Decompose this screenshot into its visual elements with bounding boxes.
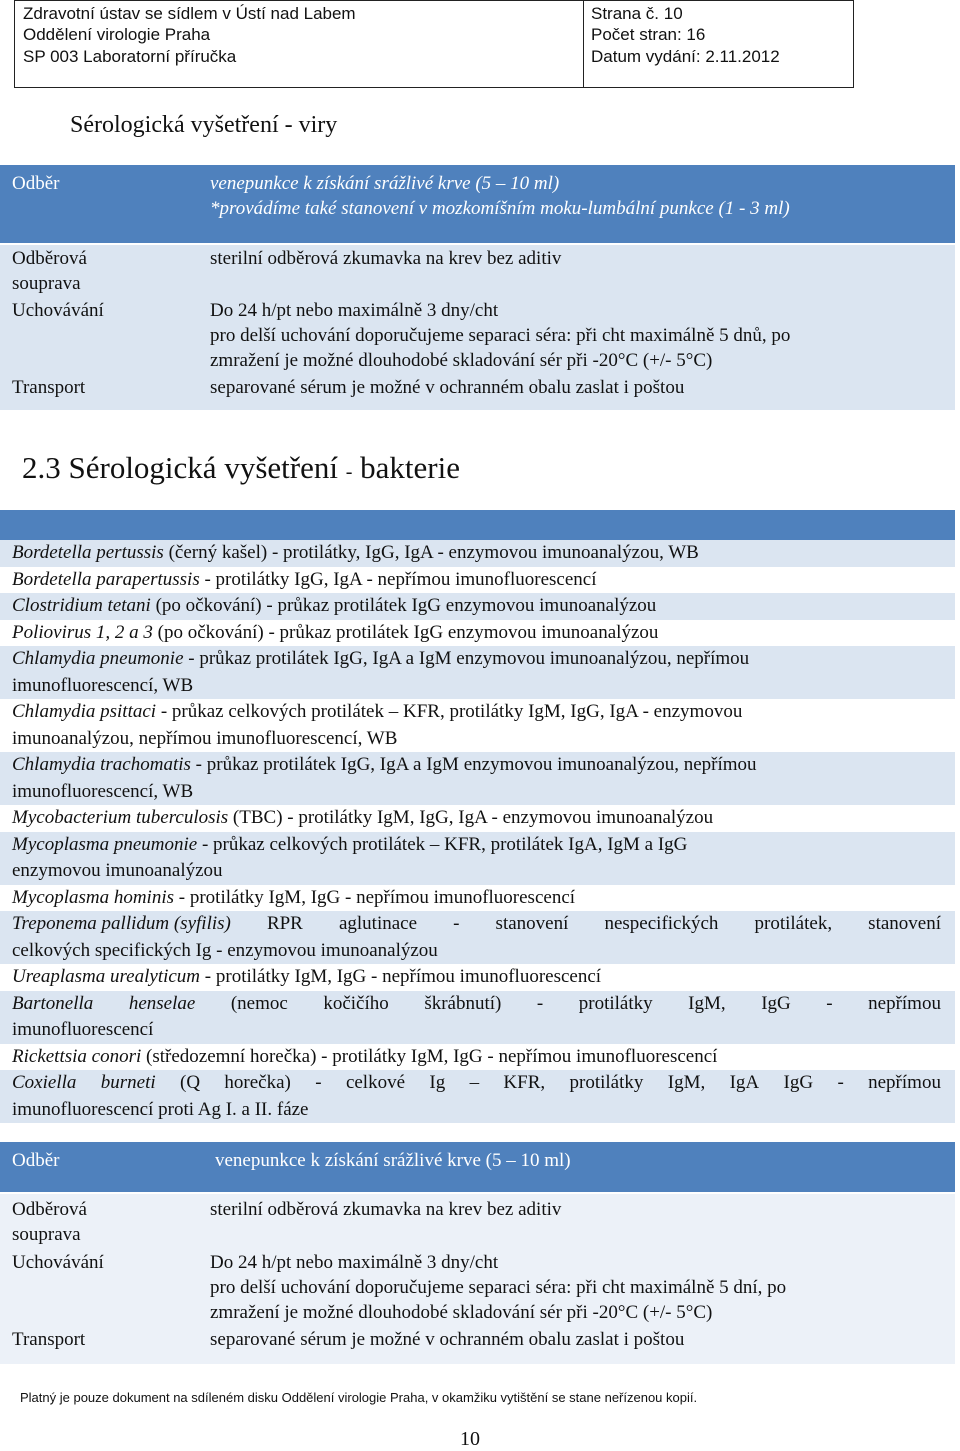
- rows-odber-details: [0, 1194, 955, 1364]
- header-institute: Zdravotní ústav se sídlem v Ústí nad Labem: [23, 4, 356, 23]
- word: Ig: [429, 1072, 446, 1093]
- list-item: [0, 911, 955, 938]
- list-item: [0, 964, 955, 991]
- item-text: - protilátky IgG, IgA - nepřímou imunofluorescencí: [199, 568, 597, 590]
- item-text: (černý kašel) - protilátky, IgG, IgA - enzymovou imunoanalýzou, WB: [163, 542, 699, 563]
- document-header: [14, 0, 854, 88]
- value-uchovavani-line2: pro delší uchování doporučujeme separaci séra: při cht maximálně 5 dnů, po: [210, 325, 791, 346]
- word: nepřímou: [868, 992, 941, 1014]
- list-item: [0, 1044, 955, 1071]
- list-item: [0, 567, 955, 594]
- list-item-continuation: enzymovou imunoanalýzou: [0, 858, 955, 885]
- word: protilátky: [578, 992, 653, 1014]
- word: horečka): [224, 1072, 291, 1093]
- section-viry-title: Sérologická vyšetření - viry: [70, 112, 338, 138]
- header-document: SP 003 Laboratorní příručka: [23, 47, 237, 66]
- label-transport: Transport: [12, 377, 86, 398]
- label-souprava-1: Odběrová: [12, 248, 87, 269]
- organism-name: Bordetella pertussis: [12, 542, 164, 563]
- organism-name: henselae: [128, 992, 196, 1014]
- label-uchovavani: Uchovávání: [12, 1252, 104, 1273]
- word: protilátky: [569, 1072, 644, 1093]
- organism-name: Clostridium tetani: [12, 595, 151, 616]
- value-uchovavani-line3: zmražení je možné dlouhodobé skladování sér při -20°C (+/- 5°C): [210, 1302, 713, 1323]
- list-item: [0, 752, 955, 779]
- word: -: [826, 992, 833, 1014]
- item-text: (TBC) - protilátky IgM, IgG, IgA - enzymovou imunoanalýzou: [228, 807, 714, 828]
- word: -: [536, 992, 544, 1014]
- label-uchovavani: Uchovávání: [12, 300, 104, 321]
- value-uchovavani-line3: zmražení je možné dlouhodobé skladování sér při -20°C (+/- 5°C): [210, 350, 713, 371]
- header-page: Strana č. 10: [591, 4, 683, 23]
- word: -: [837, 1072, 844, 1093]
- organism-name: Mycoplasma hominis: [12, 886, 175, 908]
- word: –: [469, 1072, 480, 1093]
- word: aglutinace: [338, 913, 418, 934]
- section-bakterie-title-dash: -: [345, 461, 353, 483]
- label-souprava-2: souprava: [12, 273, 81, 294]
- value-odber-line1: venepunkce k získání srážlivé krve (5 – 10 ml): [210, 173, 560, 194]
- section-bakterie-title-main: 2.3 Sérologická vyšetření: [22, 450, 338, 485]
- word: kočičího: [323, 992, 389, 1014]
- value-odber-line2: *provádíme také stanovení v mozkomíšním moku-lumbální punkce (1 - 3 ml): [210, 198, 790, 219]
- word: -: [453, 913, 460, 934]
- list-item-continuation: celkových specifických Ig - enzymovou imunoanalýzou: [0, 938, 955, 965]
- word: stanovení: [495, 913, 569, 934]
- list-item: [0, 805, 955, 832]
- word: -: [315, 1072, 322, 1093]
- organism-name: Poliovirus 1, 2 a 3: [12, 621, 153, 643]
- label-odber: Odběr: [12, 1150, 60, 1171]
- word: nepřímou: [868, 1072, 941, 1093]
- organism-name: burneti: [100, 1072, 156, 1093]
- item-text: - průkaz protilátek IgG, IgA a IgM enzymovou imunoanalýzou, nepřímou: [190, 754, 757, 775]
- value-uchovavani-line1: Do 24 h/pt nebo maximálně 3 dny/cht: [210, 300, 499, 321]
- list-item-continuation: imunofluorescencí, WB: [0, 673, 955, 700]
- value-souprava: sterilní odběrová zkumavka na krev bez aditiv: [210, 248, 562, 269]
- word: IgG: [783, 1072, 814, 1093]
- word: celkové: [345, 1072, 406, 1093]
- page-number: 10: [460, 1428, 480, 1450]
- label-souprava-1: Odběrová: [12, 1199, 87, 1220]
- label-souprava-2: souprava: [12, 1224, 81, 1245]
- organism-name: Bordetella parapertussis: [12, 568, 200, 590]
- list-item-continuation: imunofluorescencí: [0, 1017, 955, 1044]
- section-bakterie-title: [22, 450, 460, 486]
- word: RPR: [266, 913, 303, 934]
- organism-name: Coxiella: [12, 1072, 77, 1093]
- list-item-continuation: imunoanalýzou, nepřímou imunofluorescencí, WB: [12, 727, 398, 749]
- organism-name: Treponema pallidum (syfilis): [12, 913, 231, 934]
- footer-note: Platný je pouze dokument na sdíleném disku Oddělení virologie Praha, v okamžiku vytištění se stane neřízenou kopií.: [20, 1390, 698, 1405]
- value-transport: separované sérum je možné v ochranném obalu zaslat i poštou: [210, 1329, 685, 1350]
- list-item: [0, 699, 955, 726]
- word: IgG: [761, 992, 791, 1014]
- organism-name: Chlamydia trachomatis: [12, 754, 191, 775]
- word: protilátek,: [754, 913, 833, 934]
- bakterie-header-strip: [0, 510, 955, 540]
- list-item: [0, 540, 955, 567]
- organism-name: Mycobacterium tuberculosis: [12, 807, 229, 828]
- word: (nemoc: [230, 992, 288, 1014]
- value-uchovavani-line1: Do 24 h/pt nebo maximálně 3 dny/cht: [210, 1252, 499, 1273]
- list-item: [0, 593, 955, 620]
- list-item: [0, 1070, 955, 1097]
- organism-name: Ureaplasma urealyticum: [12, 966, 201, 987]
- word: (Q: [180, 1072, 201, 1093]
- list-item: [0, 885, 955, 912]
- word: IgM,: [667, 1072, 706, 1093]
- item-text: - protilátky IgM, IgG - nepřímou imunofluorescencí: [200, 966, 602, 987]
- item-text: - protilátky IgM, IgG - nepřímou imunofluorescencí: [174, 886, 576, 908]
- row-odber: [0, 165, 955, 243]
- section-bakterie-title-rest: bakterie: [360, 450, 460, 485]
- header-page-count: Počet stran: 16: [591, 25, 706, 44]
- item-text: - průkaz protilátek IgG, IgA a IgM enzymovou imunoanalýzou, nepřímou: [183, 648, 750, 669]
- value-souprava: sterilní odběrová zkumavka na krev bez aditiv: [210, 1199, 562, 1220]
- word: škrábnutí): [424, 992, 502, 1014]
- label-transport: Transport: [12, 1329, 86, 1350]
- list-item: [0, 646, 955, 673]
- item-text: - průkaz celkových protilátek – KFR, protilátky IgM, IgG, IgA - enzymovou: [156, 701, 743, 722]
- value-transport: separované sérum je možné v ochranném obalu zaslat i poštou: [210, 377, 685, 398]
- word: IgA: [729, 1072, 760, 1093]
- item-text: (středozemní horečka) - protilátky IgM, IgG - nepřímou imunofluorescencí: [141, 1045, 718, 1067]
- list-item: [0, 620, 955, 647]
- organism-name: Mycoplasma pneumonie: [12, 833, 198, 855]
- word: nespecifických: [604, 913, 719, 934]
- value-odber: venepunkce k získání srážlivé krve (5 – 10 ml): [215, 1150, 571, 1171]
- item-text: (po očkování) - průkaz protilátek IgG enzymovou imunoanalýzou: [152, 621, 659, 643]
- word: [12, 911, 231, 938]
- value-uchovavani-line2: pro delší uchování doporučujeme separaci séra: při cht maximálně 5 dní, po: [210, 1277, 787, 1298]
- item-text: - průkaz celkových protilátek – KFR, protilátek IgA, IgM a IgG: [197, 833, 688, 855]
- organism-name: Chlamydia pneumonie: [12, 648, 184, 669]
- list-item-continuation: imunofluorescencí proti Ag I. a II. fáze: [0, 1097, 955, 1124]
- header-department: Oddělení virologie Praha: [23, 25, 211, 44]
- organism-name: Chlamydia psittaci: [12, 701, 157, 722]
- row-odber: [0, 1142, 955, 1192]
- header-issue-date: Datum vydání: 2.11.2012: [591, 47, 780, 66]
- item-text: (po očkování) - průkaz protilátek IgG enzymovou imunoanalýzou: [150, 595, 657, 616]
- organism-name: Bartonella: [12, 992, 94, 1014]
- rows-odber-details: [0, 245, 955, 410]
- list-item: [0, 832, 955, 859]
- organism-name: Rickettsia conori: [12, 1045, 142, 1067]
- word: IgM,: [688, 992, 726, 1014]
- label-odber: Odběr: [12, 173, 60, 194]
- list-item: [0, 991, 955, 1018]
- word: KFR,: [503, 1072, 546, 1093]
- word: stanovení: [868, 913, 941, 934]
- list-item-continuation: imunofluorescencí, WB: [0, 779, 955, 806]
